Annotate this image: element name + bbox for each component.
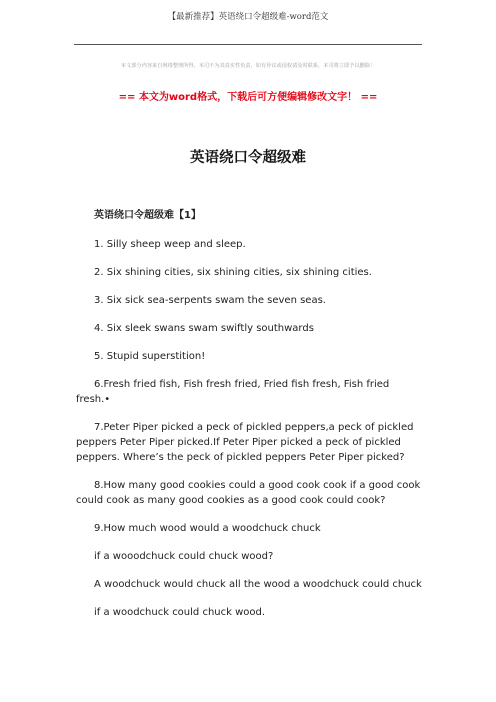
tongue-twister-line: if a woodchuck could chuck wood. [94,607,266,618]
document-body [76,208,422,633]
tongue-twister-item: 4. Six sleek swans swam swiftly southwards [94,323,314,334]
tongue-twister-item: 9.How much wood would a woodchuck chuck [94,523,321,534]
header-rule [74,44,422,45]
section-heading: 英语绕口令超级难【1】 [94,210,201,221]
document-title: 英语绕口令超级难 [190,150,306,166]
tongue-twister-item: 8.How many good cookies could a good cook cook if a good cook could cook as many good cookies as a good cook could cook? [76,480,421,506]
tongue-twister-item: 7.Peter Piper picked a peck of pickled peppers,a peck of pickled peppers Peter Piper picked.If Peter Piper picked a peck of pickled peppers. Where’s the peck of pickled peppers Peter Piper picked? [76,422,414,463]
tongue-twister-item: 5. Stupid superstition! [94,351,206,362]
tongue-twister-item: 3. Six sick sea-serpents swam the seven seas. [94,295,326,306]
disclaimer-text: 本文部分内容来自网络整理所得，本司不为其真实性负责，如有异议或侵权请及时联系，本司将立即予以删除！ [120,63,376,69]
tongue-twister-line: if a wooodchuck could chuck wood? [94,551,274,562]
running-header: 【最新推荐】英语绕口令超级难-word范文 [167,12,329,22]
word-format-notice: == 本文为word格式，下载后可方便编辑修改文字！ == [118,92,378,103]
tongue-twister-item: 1. Silly sheep weep and sleep. [94,239,246,250]
tongue-twister-item: 6.Fresh fried fish, Fish fresh fried, Fried fish fresh, Fish fried fresh.• [76,379,390,405]
tongue-twister-line: A woodchuck would chuck all the wood a woodchuck could chuck [94,579,422,590]
tongue-twister-item: 2. Six shining cities, six shining cities, six shining cities. [94,267,372,278]
